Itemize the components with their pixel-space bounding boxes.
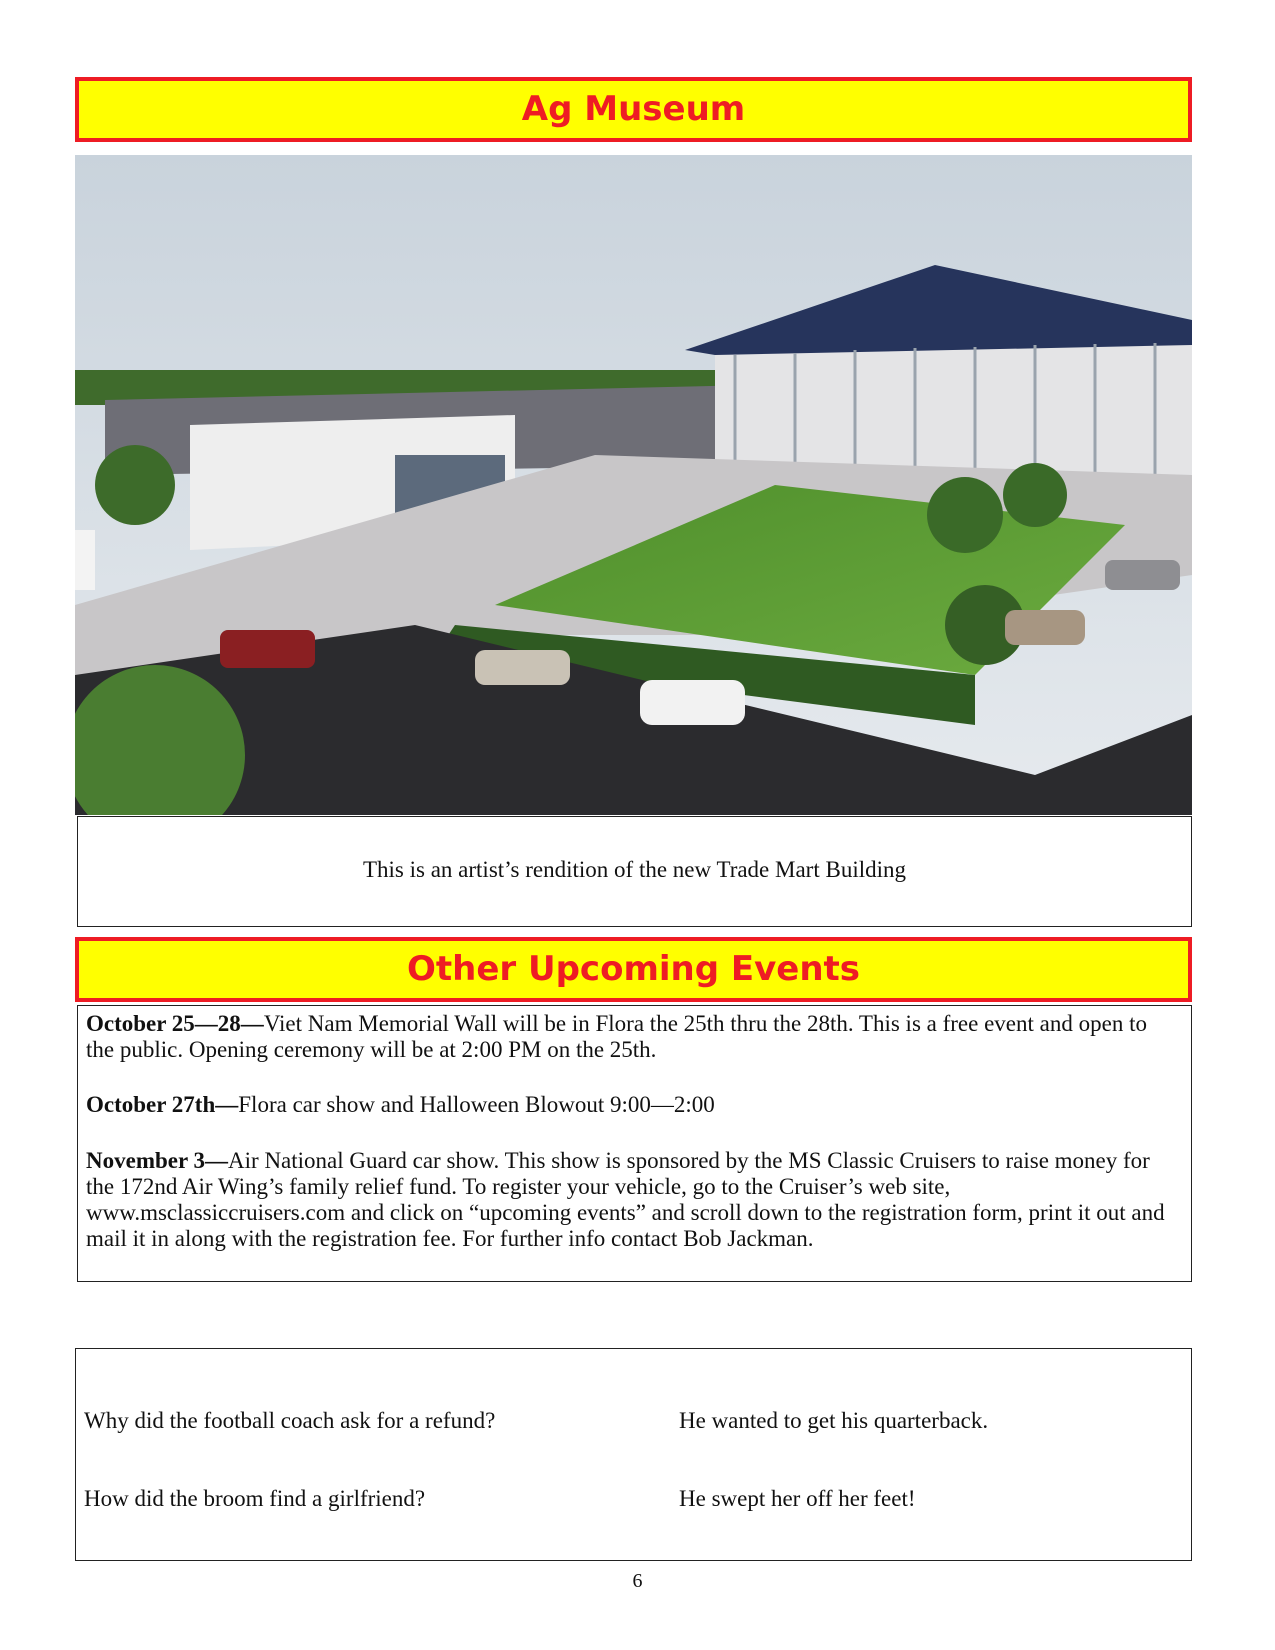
white-suv (640, 680, 745, 725)
event-text: Flora car show and Halloween Blowout 9:00—2:00 (238, 1092, 715, 1117)
joke-question: How did the broom find a girlfriend? (84, 1486, 426, 1511)
event-item (86, 1092, 1171, 1118)
bus (75, 530, 95, 590)
joke-answer: He swept her off her feet! (679, 1486, 916, 1511)
ag-museum-banner (75, 77, 1192, 142)
event-date: November 3— (86, 1148, 229, 1173)
tree (95, 445, 175, 525)
tree (1003, 463, 1067, 527)
trade-mart-rendering-image (75, 155, 1192, 815)
events-title: Other Upcoming Events (406, 949, 861, 989)
ag-museum-title: Ag Museum (521, 89, 746, 129)
sedan (475, 650, 570, 685)
parked-car (1005, 610, 1085, 645)
image-caption: This is an artist’s rendition of the new Trade Mart Building (362, 857, 906, 882)
red-truck (220, 630, 315, 668)
event-date: October 27th— (86, 1092, 239, 1117)
page-number: 6 (632, 1570, 643, 1592)
events-box (77, 1005, 1192, 1282)
jokes-box (75, 1348, 1192, 1561)
event-item (86, 1011, 1171, 1063)
caption-box (77, 816, 1192, 927)
events-banner (75, 937, 1192, 1002)
joke-answer: He wanted to get his quarterback. (679, 1408, 989, 1433)
event-text: Air National Guard car show. This show is sponsored by the MS Classic Cruisers to raise money for the 172nd Air Wing’s family relief fund. To register your vehicle, go to the Cruiser’s web site, www.msclassiccruisers.com and click on “upcoming events” and scroll down to the registration form, print it out and mail it in along with the registration fee. For further info contact Bob Jackman. (86, 1148, 1165, 1251)
parked-car (1105, 560, 1180, 590)
event-item (86, 1148, 1171, 1252)
tree (927, 477, 1003, 553)
joke-question: Why did the football coach ask for a refund? (84, 1408, 496, 1433)
event-text: Viet Nam Memorial Wall will be in Flora the 25th thru the 28th. This is a free event and open to the public. Opening ceremony will be at 2:00 PM on the 25th. (86, 1011, 1147, 1062)
event-date: October 25—28— (86, 1011, 264, 1036)
